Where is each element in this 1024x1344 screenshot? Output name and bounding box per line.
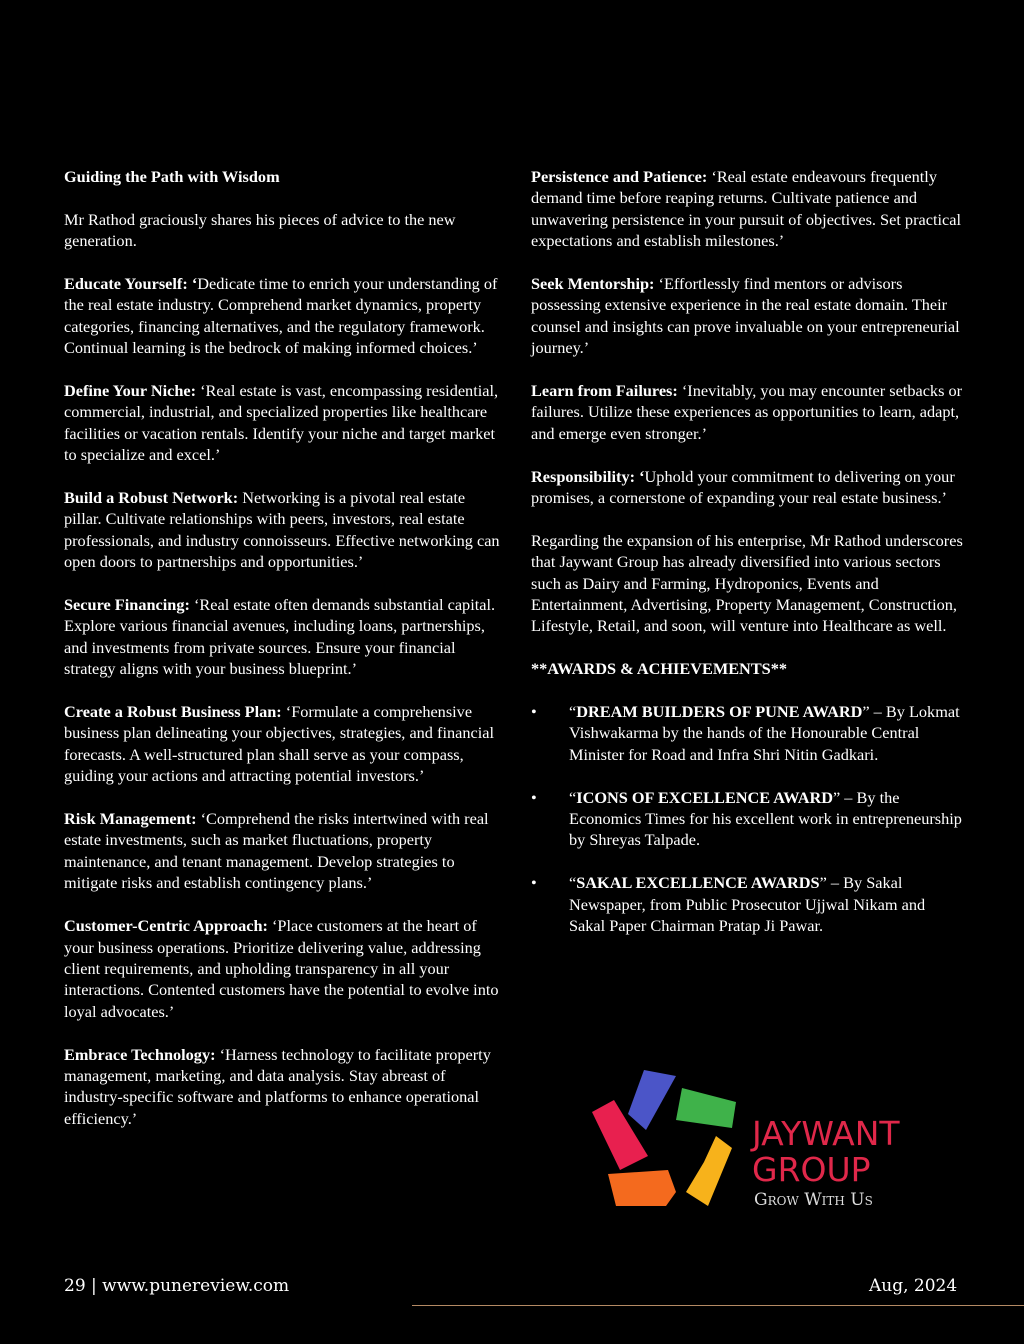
tip-title: Define Your Niche: [64, 381, 197, 401]
emblem-orange-arm [608, 1170, 676, 1206]
tip-paragraph [64, 1044, 500, 1130]
award-open-quote: “ [569, 787, 577, 807]
tip-paragraph [531, 466, 963, 509]
tip-paragraph [64, 701, 500, 787]
award-item [531, 787, 963, 851]
tip-title: Customer-Centric Approach: [64, 916, 268, 936]
tip-text: ‘Inevitably, you may encounter setbacks or failures. Utilize these experiences as opportunities to learn, adapt, and emerge even stronger.’ [531, 381, 963, 443]
awards-heading: **AWARDS & ACHIEVEMENTS** [531, 659, 788, 679]
award-item [531, 872, 963, 936]
award-description: ” – By Lokmat Vishwakarma by the hands of the Honourable Central Minister for Road and Infra Shri Nitin Gadkari. [569, 702, 960, 764]
awards-list [531, 701, 963, 936]
tip-paragraph [64, 594, 500, 680]
emblem-blue-arm [628, 1070, 676, 1130]
tip-text: Networking is a pivotal real estate pillar. Cultivate relationships with peers, investors, real estate professionals, and industry connoisseurs. Effective networking can open doors to partnerships and opportunities.’ [64, 488, 500, 572]
award-description: ” – By the Economics Times for his excellent work in entrepreneurship by Shreyas Talpade. [569, 787, 962, 850]
tip-text: Dedicate time to enrich your understanding of the real estate industry. Comprehend market dynamics, property categories, financing alternatives, and the regulatory framework. Continual learning is the bedrock of making informed choices.’ [64, 274, 498, 358]
tip-text: ‘Real estate is vast, encompassing residential, commercial, industrial, and specialized properties like healthcare facilities or vacation rentals. Identify your niche and target market to specialize and excel.’ [64, 381, 499, 465]
tip-title: Embrace Technology: [64, 1044, 216, 1064]
tip-title: Persistence and Patience: [531, 167, 708, 186]
star-emblem-icon [586, 1062, 736, 1212]
tip-paragraph [64, 487, 500, 573]
tip-paragraph [64, 808, 500, 894]
tip-paragraph [531, 166, 963, 252]
tip-paragraph [531, 380, 963, 444]
tip-title: Secure Financing: [64, 595, 190, 615]
tip-text: ‘Real estate endeavours frequently demand time before reaping returns. Cultivate patience and unwavering persistence in your pursuit of objectives. Set practical expectations and establish milestones.’ [531, 167, 961, 251]
tip-text: Uphold your commitment to delivering on your promises, a cornerstone of expanding your real estate business.’ [531, 466, 955, 508]
tip-title: Build a Robust Network: [64, 488, 239, 508]
tip-text: ‘Effortlessly find mentors or advisors possessing extensive experience in the real estate domain. Their counsel and insights can prove invaluable on your entrepreneurial journey.’ [531, 274, 960, 358]
tip-title: Educate Yourself: ‘ [64, 274, 198, 293]
page-number-website: 29 | www.punereview.com [64, 1276, 290, 1296]
bullet-icon: • [531, 702, 537, 722]
tip-paragraph [531, 273, 963, 359]
tip-text: ‘Formulate a comprehensive business plan delineating your objectives, strategies, and financial forecasts. A well-structured plan shall serve as your compass, guiding your actions and attracting potential investors.’ [64, 702, 494, 786]
tip-title: Responsibility: ‘ [531, 466, 645, 486]
award-name: DREAM BUILDERS OF PUNE AWARD [576, 702, 863, 722]
tip-text: ‘Place customers at the heart of your business operations. Prioritize delivering value, addressing client requirements, and upholding transparency in all your interactions. Contented customers have the potential to evolve into loyal advocates.’ [64, 916, 499, 1021]
award-description: ” – By Sakal Newspaper, from Public Prosecutor Ujjwal Nikam and Sakal Paper Chairman Pratap Ji Pawar. [569, 873, 926, 936]
award-name: ICONS OF EXCELLENCE AWARD [576, 787, 834, 807]
issue-date: Aug, 2024 [869, 1276, 958, 1296]
tip-title: Risk Management: [64, 809, 197, 829]
section-heading: Guiding the Path with Wisdom [64, 167, 280, 186]
tip-paragraph [64, 273, 500, 359]
intro-paragraph: Mr Rathod graciously shares his pieces of advice to the new generation. [64, 209, 456, 251]
tip-paragraph [64, 380, 500, 466]
award-open-quote: “ [569, 702, 577, 722]
award-open-quote: “ [569, 873, 577, 893]
jaywant-group-logo [586, 1062, 906, 1212]
tip-text: ‘Harness technology to facilitate property management, marketing, and data analysis. Stay abreast of industry-specific software and platforms to enhance operational efficiency.’ [64, 1044, 491, 1128]
tip-text: ‘Real estate often demands substantial capital. Explore various financial avenues, including loans, partnerships, and investments from private sources. Ensure your financial strategy aligns with your business blueprint.’ [64, 595, 496, 679]
emblem-green-arm [676, 1088, 736, 1128]
expansion-paragraph: Regarding the expansion of his enterprise, Mr Rathod underscores that Jaywant Group has already diversified into various sectors such as Dairy and Farming, Hydroponics, Events and Entertainment, Advertising, Property Management, Construction, Lifestyle, Retail, and soon, will venture into Healthcare as well. [531, 530, 963, 636]
footer-divider [412, 1305, 1024, 1306]
logo-tagline: Grow With Us [754, 1190, 873, 1210]
tip-paragraph [64, 915, 500, 1022]
bullet-icon: • [531, 873, 537, 893]
logo-line2: GROUP [752, 1150, 871, 1189]
award-item [531, 701, 963, 765]
emblem-yellow-arm [686, 1136, 732, 1206]
tip-title: Seek Mentorship: [531, 274, 655, 294]
bullet-icon: • [531, 787, 537, 807]
tip-title: Learn from Failures: [531, 381, 678, 401]
tip-text: ‘Comprehend the risks intertwined with real estate investments, such as market fluctuations, property maintenance, and tenant management. Develop strategies to mitigate risks and establish contingency plans.’ [64, 809, 489, 893]
left-column [64, 166, 500, 1151]
logo-line1: JAYWANT [752, 1114, 900, 1153]
right-column [531, 166, 963, 958]
award-name: SAKAL EXCELLENCE AWARDS [576, 873, 820, 893]
tip-title: Create a Robust Business Plan: [64, 702, 282, 722]
